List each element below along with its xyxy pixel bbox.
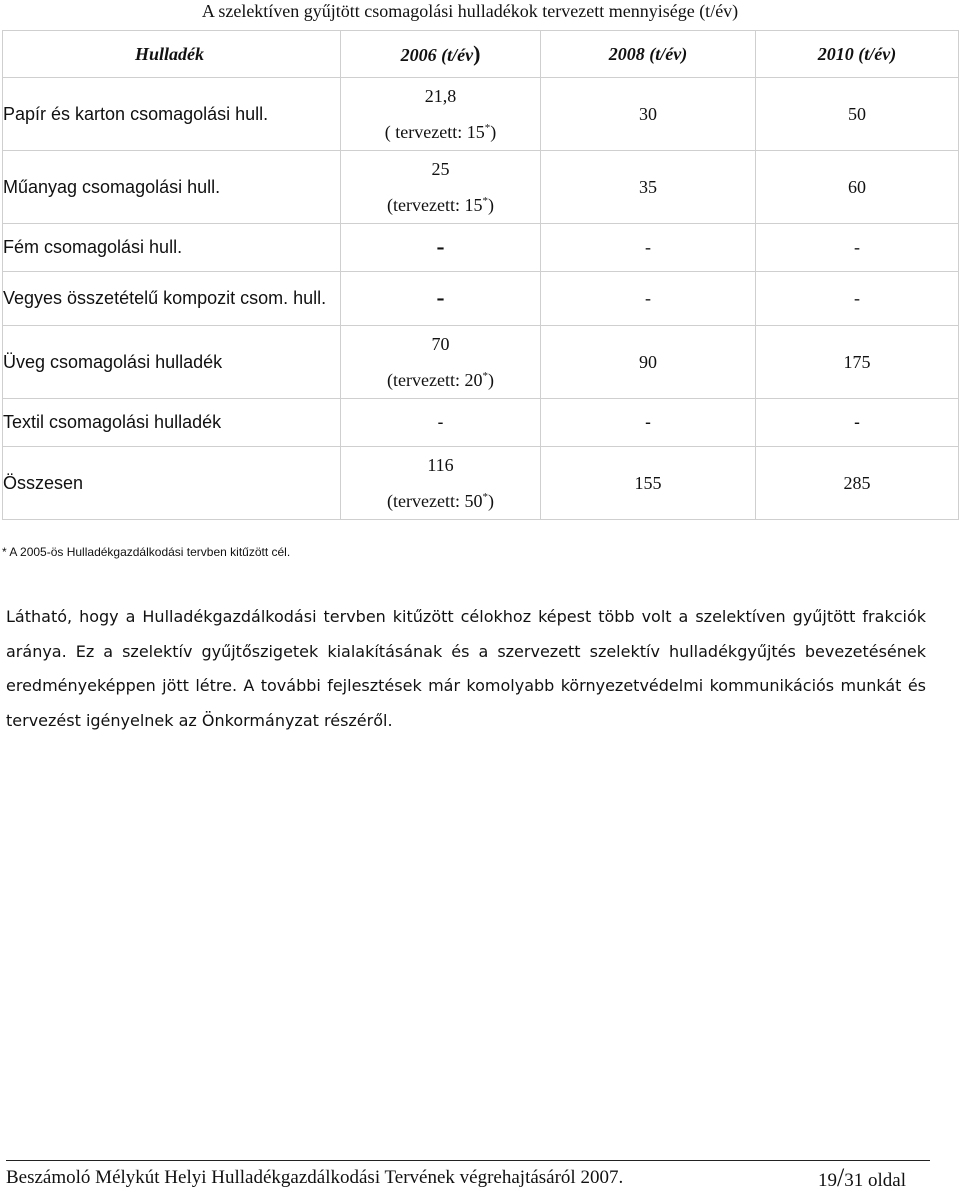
row-label: Műanyag csomagolási hull.: [3, 151, 341, 224]
table-row: [3, 224, 959, 272]
cell-2006: 70 (tervezett: 20*): [341, 326, 541, 399]
waste-table: [2, 30, 959, 520]
header-2008: 2008 (t/év): [541, 31, 756, 78]
cell-2008: 35: [541, 151, 756, 224]
cell-2010: -: [756, 272, 959, 326]
table-header-row: [3, 31, 959, 78]
row-label: Fém csomagolási hull.: [3, 224, 341, 272]
footer-title: Beszámoló Mélykút Helyi Hulladékgazdálkodási Tervének végrehajtásáról 2007.: [6, 1167, 624, 1188]
cell-2008: 90: [541, 326, 756, 399]
table-row: [3, 326, 959, 399]
row-label: Vegyes összetételű kompozit csom. hull.: [3, 272, 341, 326]
page-number: 19/31 oldal: [818, 1163, 906, 1192]
cell-2008: 155: [541, 447, 756, 520]
table-row: [3, 399, 959, 447]
header-2006: 2006 (t/év): [341, 31, 541, 78]
row-label: Textil csomagolási hulladék: [3, 399, 341, 447]
row-label: Üveg csomagolási hulladék: [3, 326, 341, 399]
header-2010: 2010 (t/év): [756, 31, 959, 78]
cell-2008: 30: [541, 78, 756, 151]
cell-2010: -: [756, 399, 959, 447]
table-row: [3, 78, 959, 151]
cell-2008: -: [541, 399, 756, 447]
cell-2006: -: [341, 272, 541, 326]
cell-2010: 60: [756, 151, 959, 224]
cell-2006: 25 (tervezett: 15*): [341, 151, 541, 224]
table-caption: A szelektíven gyűjtött csomagolási hulladékok tervezett mennyisége (t/év): [201, 1, 739, 21]
table-row: [3, 272, 959, 326]
cell-2008: -: [541, 272, 756, 326]
cell-2010: -: [756, 224, 959, 272]
cell-2008: -: [541, 224, 756, 272]
page-footer: [6, 1163, 930, 1192]
footer-divider: [6, 1160, 930, 1161]
cell-2006: -: [341, 224, 541, 272]
table-row: [3, 151, 959, 224]
table-footnote: * A 2005-ös Hulladékgazdálkodási tervben kitűzött cél.: [2, 545, 291, 559]
cell-2006: 116 (tervezett: 50*): [341, 447, 541, 520]
cell-2010: 175: [756, 326, 959, 399]
row-label: Összesen: [3, 447, 341, 520]
cell-2010: 50: [756, 78, 959, 151]
body-paragraph: Látható, hogy a Hulladékgazdálkodási tervben kitűzött célokhoz képest több volt a szelektíven gyűjtött frakciók aránya. Ez a szelektív gyűjtőszigetek kialakításának és a szervezett szelektív hulladékgyűjtés bevezetésének eredményeképpen jött létre. A további fejlesztések már komolyabb környezetvédelmi kommunikációs munkát és tervezést igényelnek az Önkormányzat részéről.: [6, 607, 926, 730]
cell-2006: 21,8 ( tervezett: 15*): [341, 78, 541, 151]
cell-2006: -: [341, 399, 541, 447]
row-label: Papír és karton csomagolási hull.: [3, 78, 341, 151]
cell-2010: 285: [756, 447, 959, 520]
table-row: [3, 447, 959, 520]
header-hulladek: Hulladék: [3, 31, 341, 78]
